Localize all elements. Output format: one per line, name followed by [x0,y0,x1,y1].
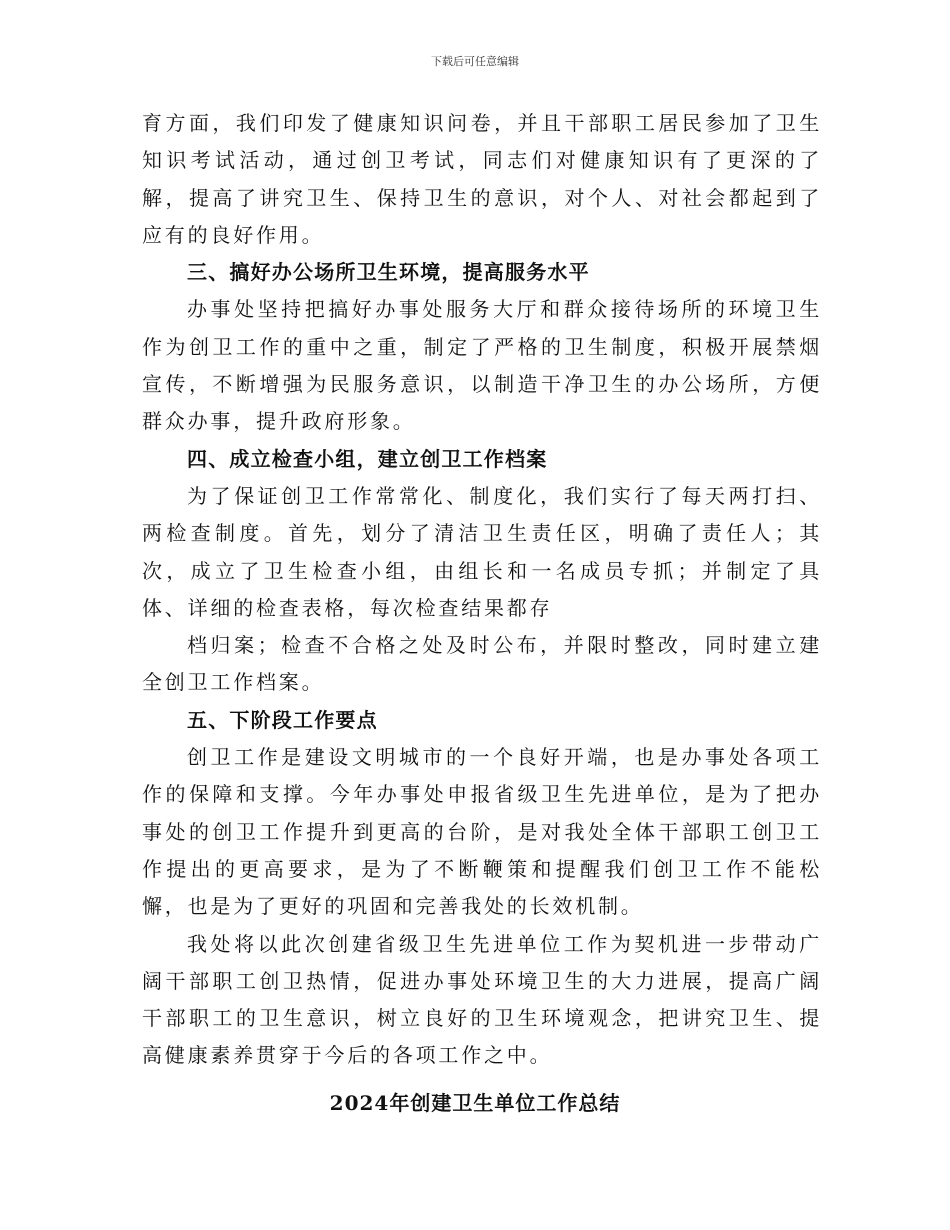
document-body [142,105,822,1075]
section-heading-next-stage: 五、下阶段工作要点 [187,707,378,732]
document-title: 2024年创建卫生单位工作总结 [329,1091,621,1115]
paragraph-archive: 档归案；检查不合格之处及时公布，并限时整改，同时建立建全创卫工作档案。 [142,633,822,695]
paragraph-conclusion: 我处将以此次创建省级卫生先进单位工作为契机进一步带动广阔干部职工创卫热情，促进办事处环境卫生的大力进展，提高广阔干部职工的卫生意识，树立良好的卫生环境观念，把讲究卫生、提高健康素养贯穿于今后的各项工作之中。 [142,931,822,1068]
page-header: 下载后可任意编辑 [431,55,519,68]
paragraph-inspection-system: 为了保证创卫工作常常化、制度化，我们实行了每天两打扫、两检查制度。首先，划分了清洁卫生责任区，明确了责任人；其次，成立了卫生检查小组，由组长和一名成员专抓；并制定了具体、详细的检查表格，每次检查结果都存 [142,483,822,620]
paragraph-next-stage: 创卫工作是建设文明城市的一个良好开端，也是办事处各项工作的保障和支撑。今年办事处申报省级卫生先进单位，是为了把办事处的创卫工作提升到更高的台阶，是对我处全体干部职工创卫工作提出的更高要求，是为了不断鞭策和提醒我们创卫工作不能松懈，也是为了更好的巩固和完善我处的长效机制。 [142,745,822,919]
section-heading-inspection-team: 四、成立检查小组，建立创卫工作档案 [187,446,548,471]
section-heading-office-environment: 三、搞好办公场所卫生环境，提高服务水平 [187,260,590,285]
paragraph-office-environment: 办事处坚持把搞好办事处服务大厅和群众接待场所的环境卫生作为创卫工作的重中之重，制定了严格的卫生制度，积极开展禁烟宣传，不断增强为民服务意识，以制造干净卫生的办公场所，方便群众办事，提升政府形象。 [142,297,822,434]
paragraph-health-education: 育方面，我们印发了健康知识问卷，并且干部职工居民参加了卫生知识考试活动，通过创卫考试，同志们对健康知识有了更深的了解，提高了讲究卫生、保持卫生的意识，对个人、对社会都起到了应有的良好作用。 [142,111,822,247]
